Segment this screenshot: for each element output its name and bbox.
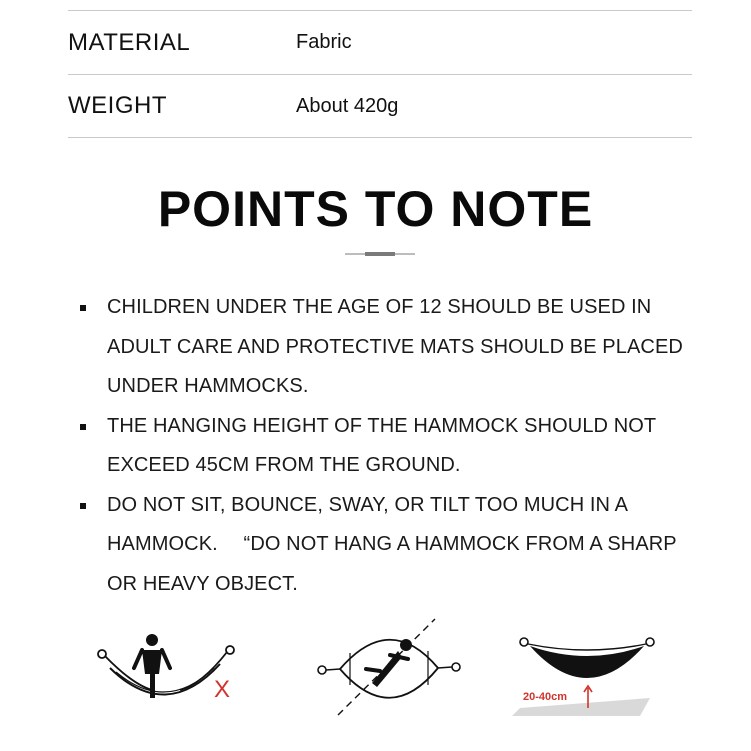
wrong-mark: X [214,676,231,703]
spec-row-weight [68,74,692,138]
list-item [80,407,700,486]
note-text: CHILDREN UNDER THE AGE OF 12 SHOULD BE USED IN ADULT CARE AND PROTECTIVE MATS SHOULD BE PLACED UNDER HAMMOCKS. [107,296,683,397]
list-item [80,486,700,605]
spec-row-material [68,10,692,74]
bullet-icon [80,305,86,311]
height-label: 20-40cm [523,691,568,703]
lying-in-hammock-icon [310,615,470,720]
bullet-icon [80,503,86,509]
spec-value: Fabric [296,31,352,53]
hammock-height-icon [512,630,662,716]
spec-label: MATERIAL [68,28,191,56]
spec-label: WEIGHT [68,92,167,119]
title-divider [345,253,415,255]
section-title: POINTS TO NOTE [157,181,594,237]
bullet-icon [80,424,86,430]
note-text: DO NOT SIT, BOUNCE, SWAY, OR TILT TOO MUCH IN A HAMMOCK. “DO NOT HANG A HAMMOCK FROM A SHARP OR HEAVY OBJECT. [107,493,677,595]
list-item [80,288,700,407]
notes-list [80,288,700,604]
spec-table [68,10,692,138]
spec-value: About 420g [296,94,399,117]
note-text: THE HANGING HEIGHT OF THE HAMMOCK SHOULD NOT EXCEED 45CM FROM THE GROUND. [107,414,656,476]
